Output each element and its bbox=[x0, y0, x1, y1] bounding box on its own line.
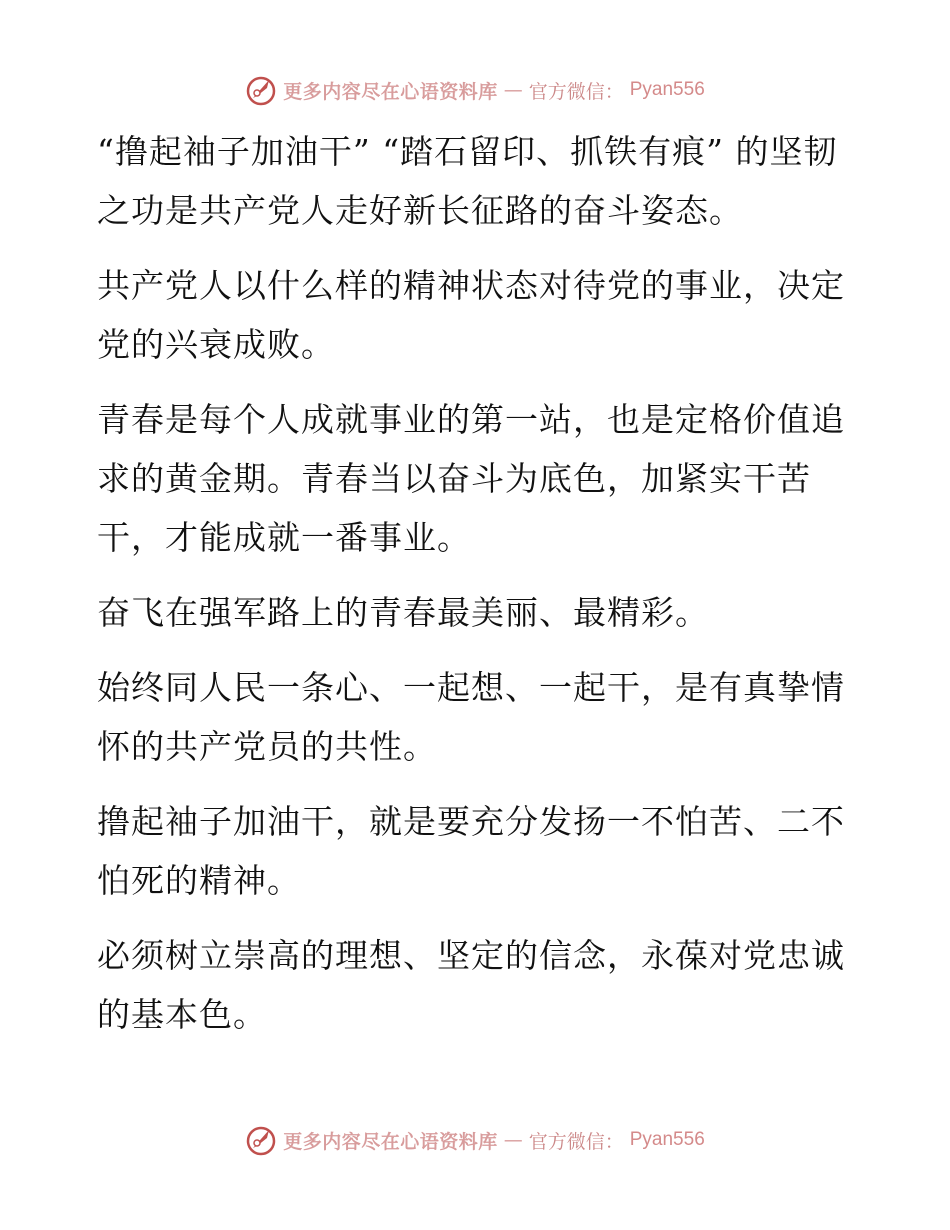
wechat-id: Pyan556 bbox=[629, 79, 705, 100]
separator-dash: — bbox=[503, 1129, 523, 1151]
paragraph-1: “撸起袖子加油干” “踏石留印、抓铁有痕” 的坚韧之功是共产党人走好新长征路的奋斗姿态。 bbox=[97, 132, 838, 230]
wechat-label: 官方微信： bbox=[528, 1130, 624, 1153]
site-name: 更多内容尽在心语资料库 bbox=[283, 1130, 498, 1153]
feather-pen-logo-icon bbox=[245, 1124, 277, 1156]
separator-dash: — bbox=[503, 79, 523, 101]
paragraph-3: 青春是每个人成就事业的第一站，也是定格价值追求的黄金期。青春当以奋斗为底色，加紧实干苦干，才能成就一番事业。 bbox=[97, 400, 845, 557]
wechat-id: Pyan556 bbox=[629, 1129, 705, 1150]
wechat-label: 官方微信： bbox=[528, 80, 624, 103]
paragraph-7: 必须树立崇高的理想、坚定的信念，永葆对党忠诚的基本色。 bbox=[97, 936, 845, 1034]
feather-pen-logo-icon bbox=[245, 74, 277, 106]
paragraph-5: 始终同人民一条心、一起想、一起干，是有真挚情怀的共产党员的共性。 bbox=[97, 668, 845, 766]
footer-banner bbox=[0, 1120, 950, 1160]
paragraph-4: 奋飞在强军路上的青春最美丽、最精彩。 bbox=[97, 593, 709, 632]
header-banner bbox=[0, 70, 950, 110]
document-body bbox=[97, 122, 857, 1060]
paragraph-6: 撸起袖子加油干，就是要充分发扬一不怕苦、二不怕死的精神。 bbox=[97, 802, 845, 900]
site-name: 更多内容尽在心语资料库 bbox=[283, 80, 498, 103]
paragraph-2: 共产党人以什么样的精神状态对待党的事业，决定党的兴衰成败。 bbox=[97, 266, 845, 364]
